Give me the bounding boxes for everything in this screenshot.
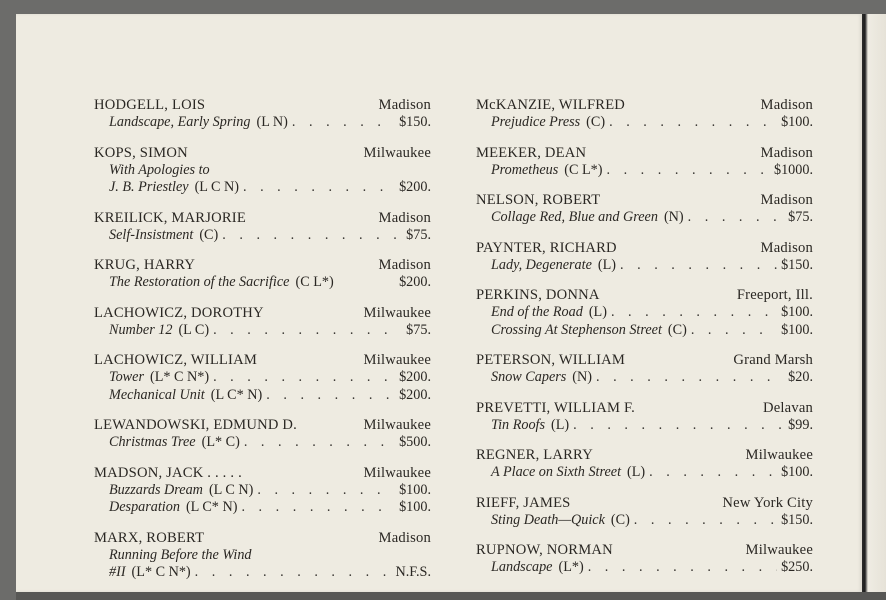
artist-city: Madison bbox=[378, 257, 431, 273]
dot-leader bbox=[649, 464, 777, 482]
artwork-price: $75. bbox=[788, 209, 813, 225]
artwork-line bbox=[94, 179, 431, 197]
medium-code: (N) bbox=[572, 369, 592, 385]
dot-leader bbox=[691, 322, 777, 340]
artist-line bbox=[94, 144, 431, 162]
artist-name: KREILICK, MARJORIE bbox=[94, 209, 246, 226]
catalog-page bbox=[16, 14, 862, 592]
artist-name: PREVETTI, WILLIAM F. bbox=[476, 399, 636, 416]
artwork-price: $100. bbox=[781, 464, 813, 480]
dot-leader bbox=[257, 482, 395, 500]
artist-line bbox=[94, 304, 431, 322]
dot-leader bbox=[611, 304, 777, 322]
artwork-line bbox=[94, 369, 431, 387]
artist-city: Milwaukee bbox=[363, 417, 431, 433]
artist-city: Milwaukee bbox=[363, 144, 431, 161]
medium-code: (C L*) bbox=[564, 161, 603, 178]
artist-line bbox=[476, 191, 813, 209]
artist-name: PETERSON, WILLIAM bbox=[476, 352, 626, 368]
dot-leader bbox=[573, 417, 784, 435]
artwork-line bbox=[476, 257, 813, 275]
artwork-title: Prometheus bbox=[491, 161, 559, 178]
artist-line bbox=[94, 209, 431, 227]
dot-leader bbox=[213, 369, 395, 387]
medium-code: (C) bbox=[610, 511, 630, 528]
artist-line bbox=[476, 239, 813, 257]
artist-line bbox=[476, 96, 813, 114]
artist-name: RIEFF, JAMES bbox=[476, 494, 571, 511]
artwork-line bbox=[476, 512, 813, 530]
artist-entry bbox=[94, 416, 431, 452]
artwork-title: Collage Red, Blue and Green bbox=[491, 209, 658, 225]
medium-code: (L C N) bbox=[208, 481, 254, 498]
artist-line bbox=[476, 446, 813, 464]
artist-name: LACHOWICZ, WILLIAM bbox=[94, 352, 258, 368]
artist-name: PERKINS, DONNA bbox=[476, 287, 600, 303]
artwork-price: $99. bbox=[788, 416, 813, 433]
medium-code: (L C* N) bbox=[185, 499, 238, 515]
artist-entry bbox=[476, 494, 813, 530]
artist-city: Milwaukee bbox=[745, 542, 813, 558]
artwork-line bbox=[476, 114, 813, 132]
artist-name: MARX, ROBERT bbox=[94, 529, 205, 546]
artwork-price: $1000. bbox=[773, 161, 813, 178]
artwork-price: $100. bbox=[399, 499, 431, 515]
dot-leader bbox=[606, 162, 770, 180]
artist-city: Grand Marsh bbox=[733, 352, 813, 368]
dot-leader bbox=[266, 387, 395, 405]
dot-leader bbox=[222, 227, 402, 245]
artwork-title: A Place on Sixth Street bbox=[491, 464, 622, 480]
medium-code: (L* C N*) bbox=[131, 564, 191, 580]
artist-city: Madison bbox=[378, 529, 431, 546]
right-column bbox=[476, 96, 813, 589]
artwork-line bbox=[94, 499, 431, 517]
artwork-price: $500. bbox=[399, 434, 431, 450]
artist-city: Madison bbox=[378, 209, 431, 226]
artwork-title: End of the Road bbox=[491, 304, 583, 320]
artwork-line bbox=[476, 322, 813, 340]
artist-city: Milwaukee bbox=[363, 464, 431, 481]
artist-entry bbox=[476, 446, 813, 482]
artwork-title: Landscape, Early Spring bbox=[109, 114, 251, 130]
artist-entry bbox=[94, 304, 431, 340]
artist-name: McKANZIE, WILFRED bbox=[476, 97, 626, 113]
artwork-line bbox=[476, 162, 813, 180]
artist-city: Madison bbox=[760, 239, 813, 256]
dot-leader bbox=[213, 322, 402, 340]
artist-entry bbox=[476, 351, 813, 387]
artwork-price: $100. bbox=[781, 304, 813, 320]
artwork-title: Snow Capers bbox=[491, 369, 567, 385]
dot-leader bbox=[243, 179, 395, 197]
artist-entry bbox=[476, 144, 813, 180]
artist-name: RUPNOW, NORMAN bbox=[476, 542, 613, 558]
artist-entry bbox=[94, 144, 431, 197]
artwork-line bbox=[94, 162, 431, 180]
page-fold bbox=[862, 14, 886, 592]
dot-leader bbox=[195, 564, 392, 582]
artist-city: Freeport, Ill. bbox=[736, 287, 813, 303]
artist-entry bbox=[94, 256, 431, 292]
artwork-price: $200. bbox=[399, 179, 431, 195]
artwork-price: $75. bbox=[406, 226, 431, 243]
artist-entry bbox=[476, 399, 813, 435]
medium-code: (L) bbox=[627, 464, 646, 480]
artist-line bbox=[476, 399, 813, 417]
artwork-title: Christmas Tree bbox=[109, 434, 196, 450]
artist-name: LACHOWICZ, DOROTHY bbox=[94, 304, 264, 321]
artist-name: REGNER, LARRY bbox=[476, 447, 593, 463]
dot-leader bbox=[588, 559, 777, 577]
dot-leader bbox=[620, 257, 777, 275]
medium-code: (L* C) bbox=[201, 434, 240, 450]
artwork-title: Buzzards Dream bbox=[109, 481, 203, 498]
artist-city: Delavan bbox=[762, 399, 813, 416]
artwork-line bbox=[94, 322, 431, 340]
artist-line bbox=[94, 529, 431, 547]
artist-line bbox=[476, 541, 813, 559]
artist-city: New York City bbox=[722, 494, 813, 511]
artwork-line bbox=[476, 369, 813, 387]
artwork-line bbox=[94, 547, 431, 565]
medium-code: (L*) bbox=[558, 559, 584, 575]
artwork-title: #II bbox=[109, 564, 126, 580]
artwork-title: Desparation bbox=[109, 499, 180, 515]
artist-line bbox=[476, 351, 813, 369]
medium-code: (C L*) bbox=[295, 274, 334, 290]
artist-line bbox=[94, 256, 431, 274]
medium-code: (C) bbox=[199, 226, 219, 243]
artist-entry bbox=[94, 96, 431, 132]
medium-code: (N) bbox=[663, 209, 684, 225]
artwork-line bbox=[94, 564, 431, 582]
dot-leader bbox=[292, 114, 395, 132]
artist-name: HODGELL, LOIS bbox=[94, 97, 206, 113]
artist-city: Milwaukee bbox=[363, 304, 431, 321]
artwork-price: $150. bbox=[399, 114, 431, 130]
artist-line bbox=[94, 96, 431, 114]
artist-line bbox=[94, 464, 431, 482]
artwork-title: Self-Insistment bbox=[109, 226, 194, 243]
artwork-title: With Apologies to bbox=[109, 161, 210, 178]
artist-name: LEWANDOWSKI, EDMUND D. bbox=[94, 417, 298, 433]
artwork-title: Tower bbox=[109, 369, 144, 385]
artist-name: KRUG, HARRY bbox=[94, 257, 196, 273]
artist-entry bbox=[476, 96, 813, 132]
artwork-price: $200. bbox=[399, 274, 431, 290]
artist-entry bbox=[94, 464, 431, 517]
medium-code: (L) bbox=[551, 416, 570, 433]
artist-name: MADSON, JACK . . . . . bbox=[94, 464, 242, 481]
artist-name: PAYNTER, RICHARD bbox=[476, 239, 617, 256]
artwork-line bbox=[476, 464, 813, 482]
artwork-title: Landscape bbox=[491, 559, 553, 575]
artist-line bbox=[94, 351, 431, 369]
artist-city: Milwaukee bbox=[363, 352, 431, 368]
artwork-line bbox=[476, 559, 813, 577]
dot-leader bbox=[634, 512, 777, 530]
artwork-price: $100. bbox=[399, 481, 431, 498]
artist-entry bbox=[476, 286, 813, 339]
artist-name: MEEKER, DEAN bbox=[476, 144, 587, 161]
artist-city: Madison bbox=[760, 97, 813, 113]
artwork-title: The Restoration of the Sacrifice bbox=[109, 274, 290, 290]
medium-code: (L N) bbox=[256, 114, 288, 130]
artwork-title: Prejudice Press bbox=[491, 114, 581, 130]
dot-leader bbox=[688, 209, 785, 227]
artist-name: KOPS, SIMON bbox=[94, 144, 188, 161]
artwork-title: Sting Death—Quick bbox=[491, 511, 605, 528]
medium-code: (C) bbox=[586, 114, 606, 130]
artwork-title: Mechanical Unit bbox=[109, 386, 205, 403]
artwork-line bbox=[94, 387, 431, 405]
dot-leader bbox=[596, 369, 784, 387]
medium-code: (L) bbox=[597, 256, 616, 273]
artwork-price: $100. bbox=[781, 114, 813, 130]
artwork-line bbox=[476, 417, 813, 435]
dot-leader bbox=[609, 114, 777, 132]
artwork-title: Running Before the Wind bbox=[109, 546, 252, 563]
artwork-line bbox=[476, 209, 813, 227]
medium-code: (C) bbox=[667, 321, 687, 338]
artwork-title: Number 12 bbox=[109, 321, 173, 338]
artwork-title: Tin Roofs bbox=[491, 416, 546, 433]
artist-entry bbox=[476, 191, 813, 227]
medium-code: (L C* N) bbox=[210, 386, 263, 403]
artwork-title: J. B. Priestley bbox=[109, 179, 189, 195]
artwork-price: $100. bbox=[781, 321, 813, 338]
artwork-price: N.F.S. bbox=[395, 564, 431, 580]
artist-name: NELSON, ROBERT bbox=[476, 192, 601, 208]
artwork-price: $150. bbox=[781, 511, 813, 528]
artist-entry bbox=[476, 239, 813, 275]
artist-line bbox=[476, 286, 813, 304]
artist-city: Madison bbox=[378, 97, 431, 113]
artwork-line bbox=[94, 227, 431, 245]
artwork-price: $250. bbox=[781, 559, 813, 575]
medium-code: (L) bbox=[588, 304, 607, 320]
artist-entry bbox=[94, 209, 431, 245]
dot-leader bbox=[241, 499, 395, 517]
artwork-line bbox=[476, 304, 813, 322]
artwork-price: $200. bbox=[399, 386, 431, 403]
medium-code: (L* C N*) bbox=[149, 369, 210, 385]
page-shadow bbox=[16, 592, 886, 600]
artist-line bbox=[476, 494, 813, 512]
artist-line bbox=[476, 144, 813, 162]
artwork-line bbox=[94, 274, 431, 292]
artwork-line bbox=[94, 482, 431, 500]
artist-entry bbox=[94, 351, 431, 404]
artist-line bbox=[94, 416, 431, 434]
artwork-price: $20. bbox=[788, 369, 813, 385]
artwork-line bbox=[94, 114, 431, 132]
dot-leader bbox=[244, 434, 395, 452]
artwork-title: Lady, Degenerate bbox=[491, 256, 592, 273]
artist-city: Milwaukee bbox=[745, 447, 813, 463]
left-column bbox=[94, 96, 431, 594]
artwork-line bbox=[94, 434, 431, 452]
artwork-title: Crossing At Stephenson Street bbox=[491, 321, 662, 338]
medium-code: (L C) bbox=[178, 321, 210, 338]
artwork-price: $200. bbox=[399, 369, 431, 385]
artist-city: Madison bbox=[760, 192, 813, 208]
artist-entry bbox=[94, 529, 431, 582]
medium-code: (L C N) bbox=[194, 179, 239, 195]
artist-entry bbox=[476, 541, 813, 577]
artist-city: Madison bbox=[760, 144, 813, 161]
artwork-price: $150. bbox=[781, 256, 813, 273]
artwork-price: $75. bbox=[406, 321, 431, 338]
